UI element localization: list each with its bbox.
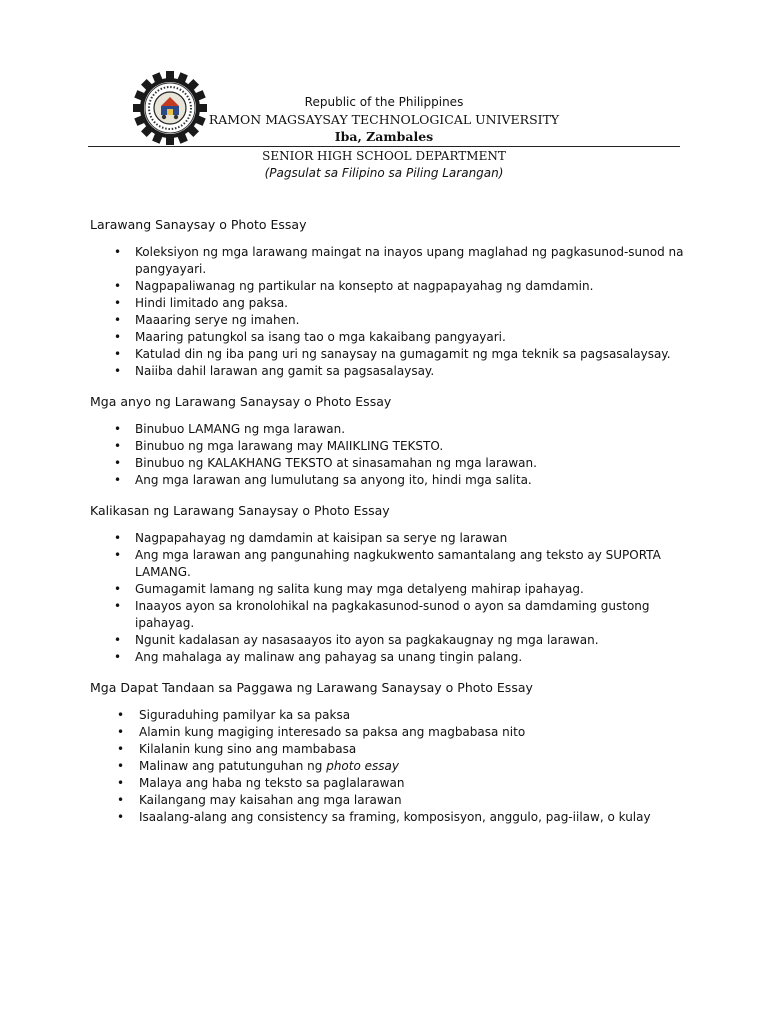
list-item: • Koleksiyon ng mga larawang maingat na inayos upang maglahad ng pagkasunod-sunod na pangyayari. xyxy=(90,244,690,278)
republic-line: Republic of the Philippines xyxy=(304,95,464,109)
list-item: • Inaayos ayon sa kronolohikal na pagkakasunod-sunod o ayon sa damdaming gustong ipahayag. xyxy=(90,598,690,632)
list-item: • Kilalanin kung sino ang mambabasa xyxy=(90,741,690,758)
list-item: • Kailangang may kaisahan ang mga larawan xyxy=(90,792,690,809)
section-heading: Mga anyo ng Larawang Sanaysay o Photo Essay xyxy=(90,394,392,409)
list-item: • Binubuo ng mga larawang may MAIIKLING TEKSTO. xyxy=(90,438,690,455)
list-item: • Malaya ang haba ng teksto sa paglalarawan xyxy=(90,775,690,792)
bullet-list xyxy=(90,421,690,489)
list-item: • Isaalang-alang ang consistency sa framing, komposisyon, anggulo, pag-iilaw, o kulay xyxy=(90,809,690,826)
list-item: • Ngunit kadalasan ay nasasaayos ito ayon sa pagkakaugnay ng mga larawan. xyxy=(90,632,690,649)
university-location: Iba, Zambales xyxy=(334,129,434,144)
list-item: • Binubuo ng KALAKHANG TEKSTO at sinasamahan ng mga larawan. xyxy=(90,455,690,472)
section-heading: Kalikasan ng Larawang Sanaysay o Photo Essay xyxy=(90,503,390,518)
section-heading: Mga Dapat Tandaan sa Paggawa ng Larawang Sanaysay o Photo Essay xyxy=(90,680,533,695)
list-item: • Binubuo LAMANG ng mga larawan. xyxy=(90,421,690,438)
list-item: • Maaaring serye ng imahen. xyxy=(90,312,690,329)
department-block xyxy=(188,148,580,182)
list-item: • Katulad din ng iba pang uri ng sanaysay na gumagamit ng mga teknik sa pagsasalaysay. xyxy=(90,346,690,363)
department-name: SENIOR HIGH SCHOOL DEPARTMENT xyxy=(262,149,506,163)
list-item: • Ang mga larawan ang pangunahing nagkukwento samantalang ang teksto ay SUPORTA LAMANG. xyxy=(90,547,690,581)
list-item: • Maaring patungkol sa isang tao o mga kakaibang pangyayari. xyxy=(90,329,690,346)
italic-term: photo essay xyxy=(326,759,399,773)
list-item xyxy=(90,758,690,775)
list-item: • Gumagamit lamang ng salita kung may mga detalyeng mahirap ipahayag. xyxy=(90,581,690,598)
section-anyo xyxy=(90,393,690,489)
university-name: RAMON MAGSAYSAY TECHNOLOGICAL UNIVERSITY xyxy=(208,112,560,127)
letterhead xyxy=(196,94,572,145)
list-item: • Nagpapaliwanag ng partikular na konsepto at nagpapayahag ng damdamin. xyxy=(90,278,690,295)
header-divider xyxy=(88,146,680,147)
list-item: • Naiiba dahil larawan ang gamit sa pagsasalaysay. xyxy=(90,363,690,380)
list-item: • Ang mga larawan ang lumulutang sa anyong ito, hindi mga salita. xyxy=(90,472,690,489)
list-item: • Ang mahalaga ay malinaw ang pahayag sa unang tingin palang. xyxy=(90,649,690,666)
section-dapat-tandaan xyxy=(90,679,690,826)
section-photo-essay xyxy=(90,216,690,380)
list-item: • Nagpapahayag ng damdamin at kaisipan sa serye ng larawan xyxy=(90,530,690,547)
section-heading: Larawang Sanaysay o Photo Essay xyxy=(90,217,307,232)
bullet-list xyxy=(90,244,690,380)
list-item: • Siguraduhing pamilyar ka sa paksa xyxy=(90,707,690,724)
section-kalikasan xyxy=(90,502,690,666)
document-body xyxy=(90,216,690,839)
subject-title: (Pagsulat sa Filipino sa Piling Larangan) xyxy=(264,166,504,180)
bullet-list xyxy=(90,707,690,826)
list-item: • Hindi limitado ang paksa. xyxy=(90,295,690,312)
list-item-text: Malinaw ang patutunguhan ng xyxy=(139,759,327,773)
list-item: • Alamin kung magiging interesado sa paksa ang magbabasa nito xyxy=(90,724,690,741)
bullet-list xyxy=(90,530,690,666)
